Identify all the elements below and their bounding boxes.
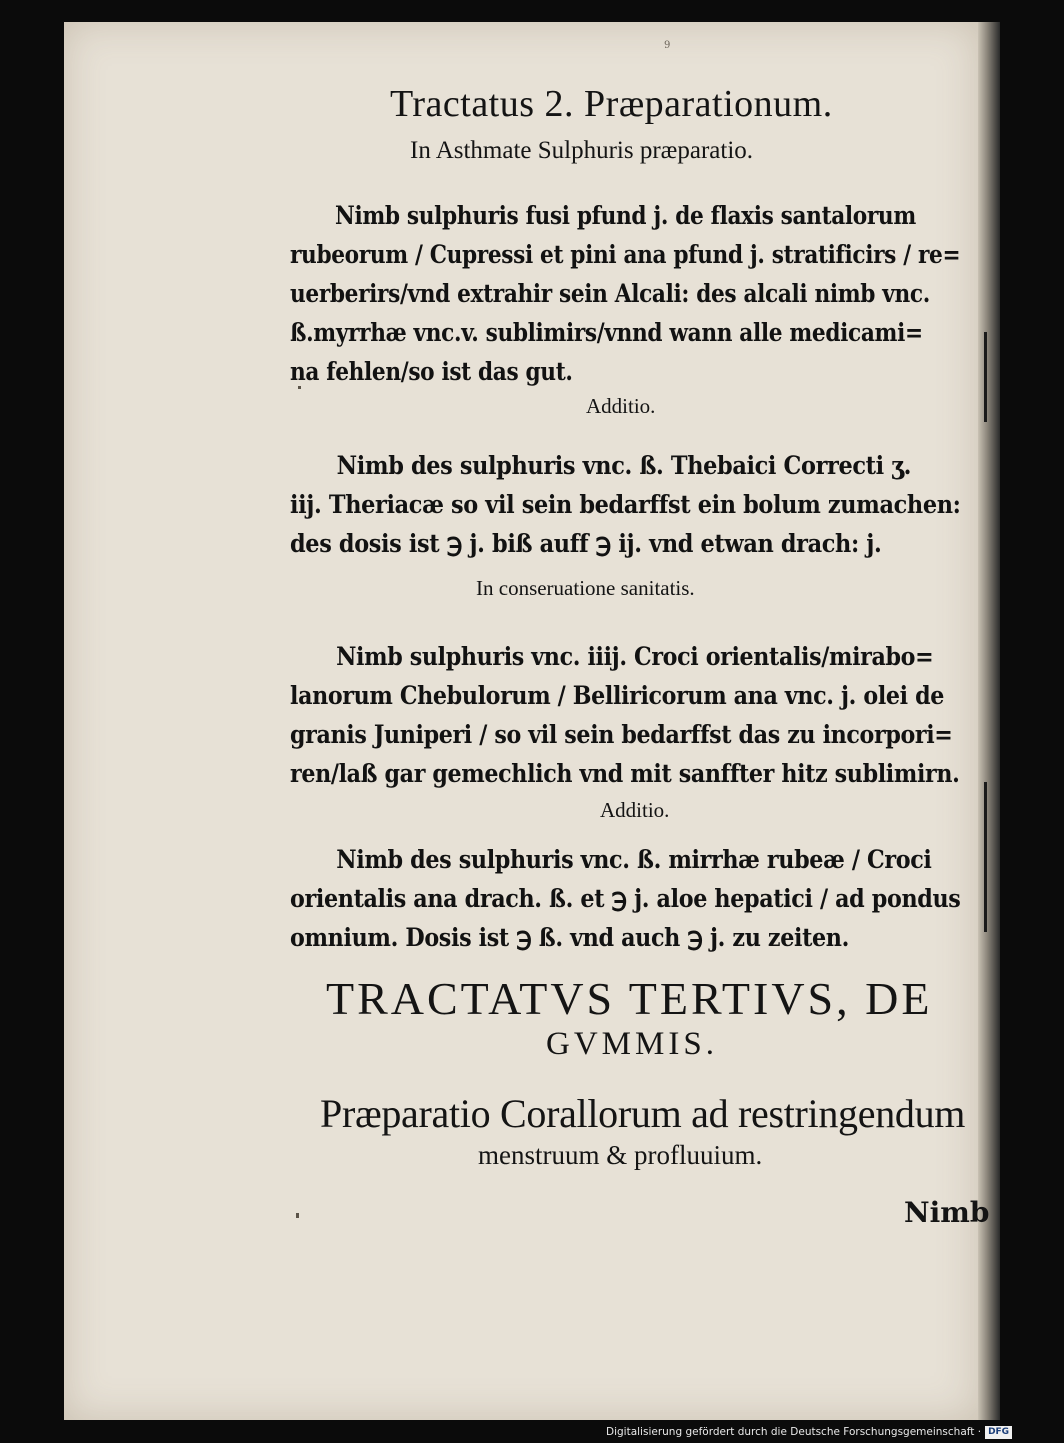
text-line: Nimb sulphuris fusi pfund j. de flaxis santalorum [335,201,916,230]
paragraph-asthmate [290,196,1064,391]
tractatus-heading: TRACTATVS TERTIVS, DE [326,973,933,1024]
text-line: Nimb sulphuris vnc. iiij. Croci orientalis/mirabo= [336,642,934,671]
section-title-additio-1: Additio. [586,394,656,418]
digitization-footer [606,1423,1012,1441]
page-mark: 9 [664,40,671,51]
text-line: rubeorum / Cupressi et pini ana pfund j. stratificirs / re= [290,240,961,269]
corallorum-heading-2: menstruum & profluuium. [478,1140,763,1170]
catchword: Nimb [904,1196,990,1229]
section-title-conseruatione: In conseruatione sanitatis. [476,576,695,600]
paragraph-conseruatione [290,637,1045,793]
text-line: na fehlen/so ist das gut. [290,357,573,386]
text-line: omnium. Dosis ist ℈ ß. vnd auch ℈ j. zu zeiten. [290,923,850,952]
text-line: Nimb des sulphuris vnc. ß. Thebaici Correcti ʒ. [336,451,912,480]
section-title-asthmate: In Asthmate Sulphuris præparatio. [410,137,754,164]
page-speck [296,1213,299,1218]
dfg-logo: DFG [985,1426,1012,1439]
paragraph-additio-1 [290,446,1038,563]
text-line: uerberirs/vnd extrahir sein Alcali: des alcali nimb vnc. [290,279,930,308]
page-speck [298,386,301,389]
corallorum-heading: Præparatio Corallorum ad restringendum [320,1091,966,1136]
text-line: iij. Theriacæ so vil sein bedarffst ein bolum zumachen: [290,490,961,519]
text-line: ren/laß gar gemechlich vnd mit sanffter hitz sublimirn. [290,759,960,788]
footer-text: Digitalisierung gefördert durch die Deutsche Forschungsgemeinschaft · [606,1426,982,1438]
text-line: ß.myrrhæ vnc.v. sublimirs/vnnd wann alle medicami= [290,318,923,347]
text-line: granis Juniperi / so vil sein bedarffst das zu incorpori= [290,720,953,749]
text-line: lanorum Chebulorum / Belliricorum ana vnc. j. olei de [290,681,945,710]
text-line: orientalis ana drach. ß. et ℈ j. aloe hepatici / ad pondus [290,884,961,913]
running-head: Tractatus 2. Præparationum. [390,83,833,125]
text-line: des dosis ist ℈ j. biß auff ℈ ij. vnd etwan drach: j. [290,529,882,558]
tractatus-heading-2: GVMMIS. [546,1026,718,1062]
paragraph-additio-2 [290,840,1043,957]
text-line: Nimb des sulphuris vnc. ß. mirrhæ rubeæ / Croci [336,845,932,874]
section-title-additio-2: Additio. [600,798,670,822]
